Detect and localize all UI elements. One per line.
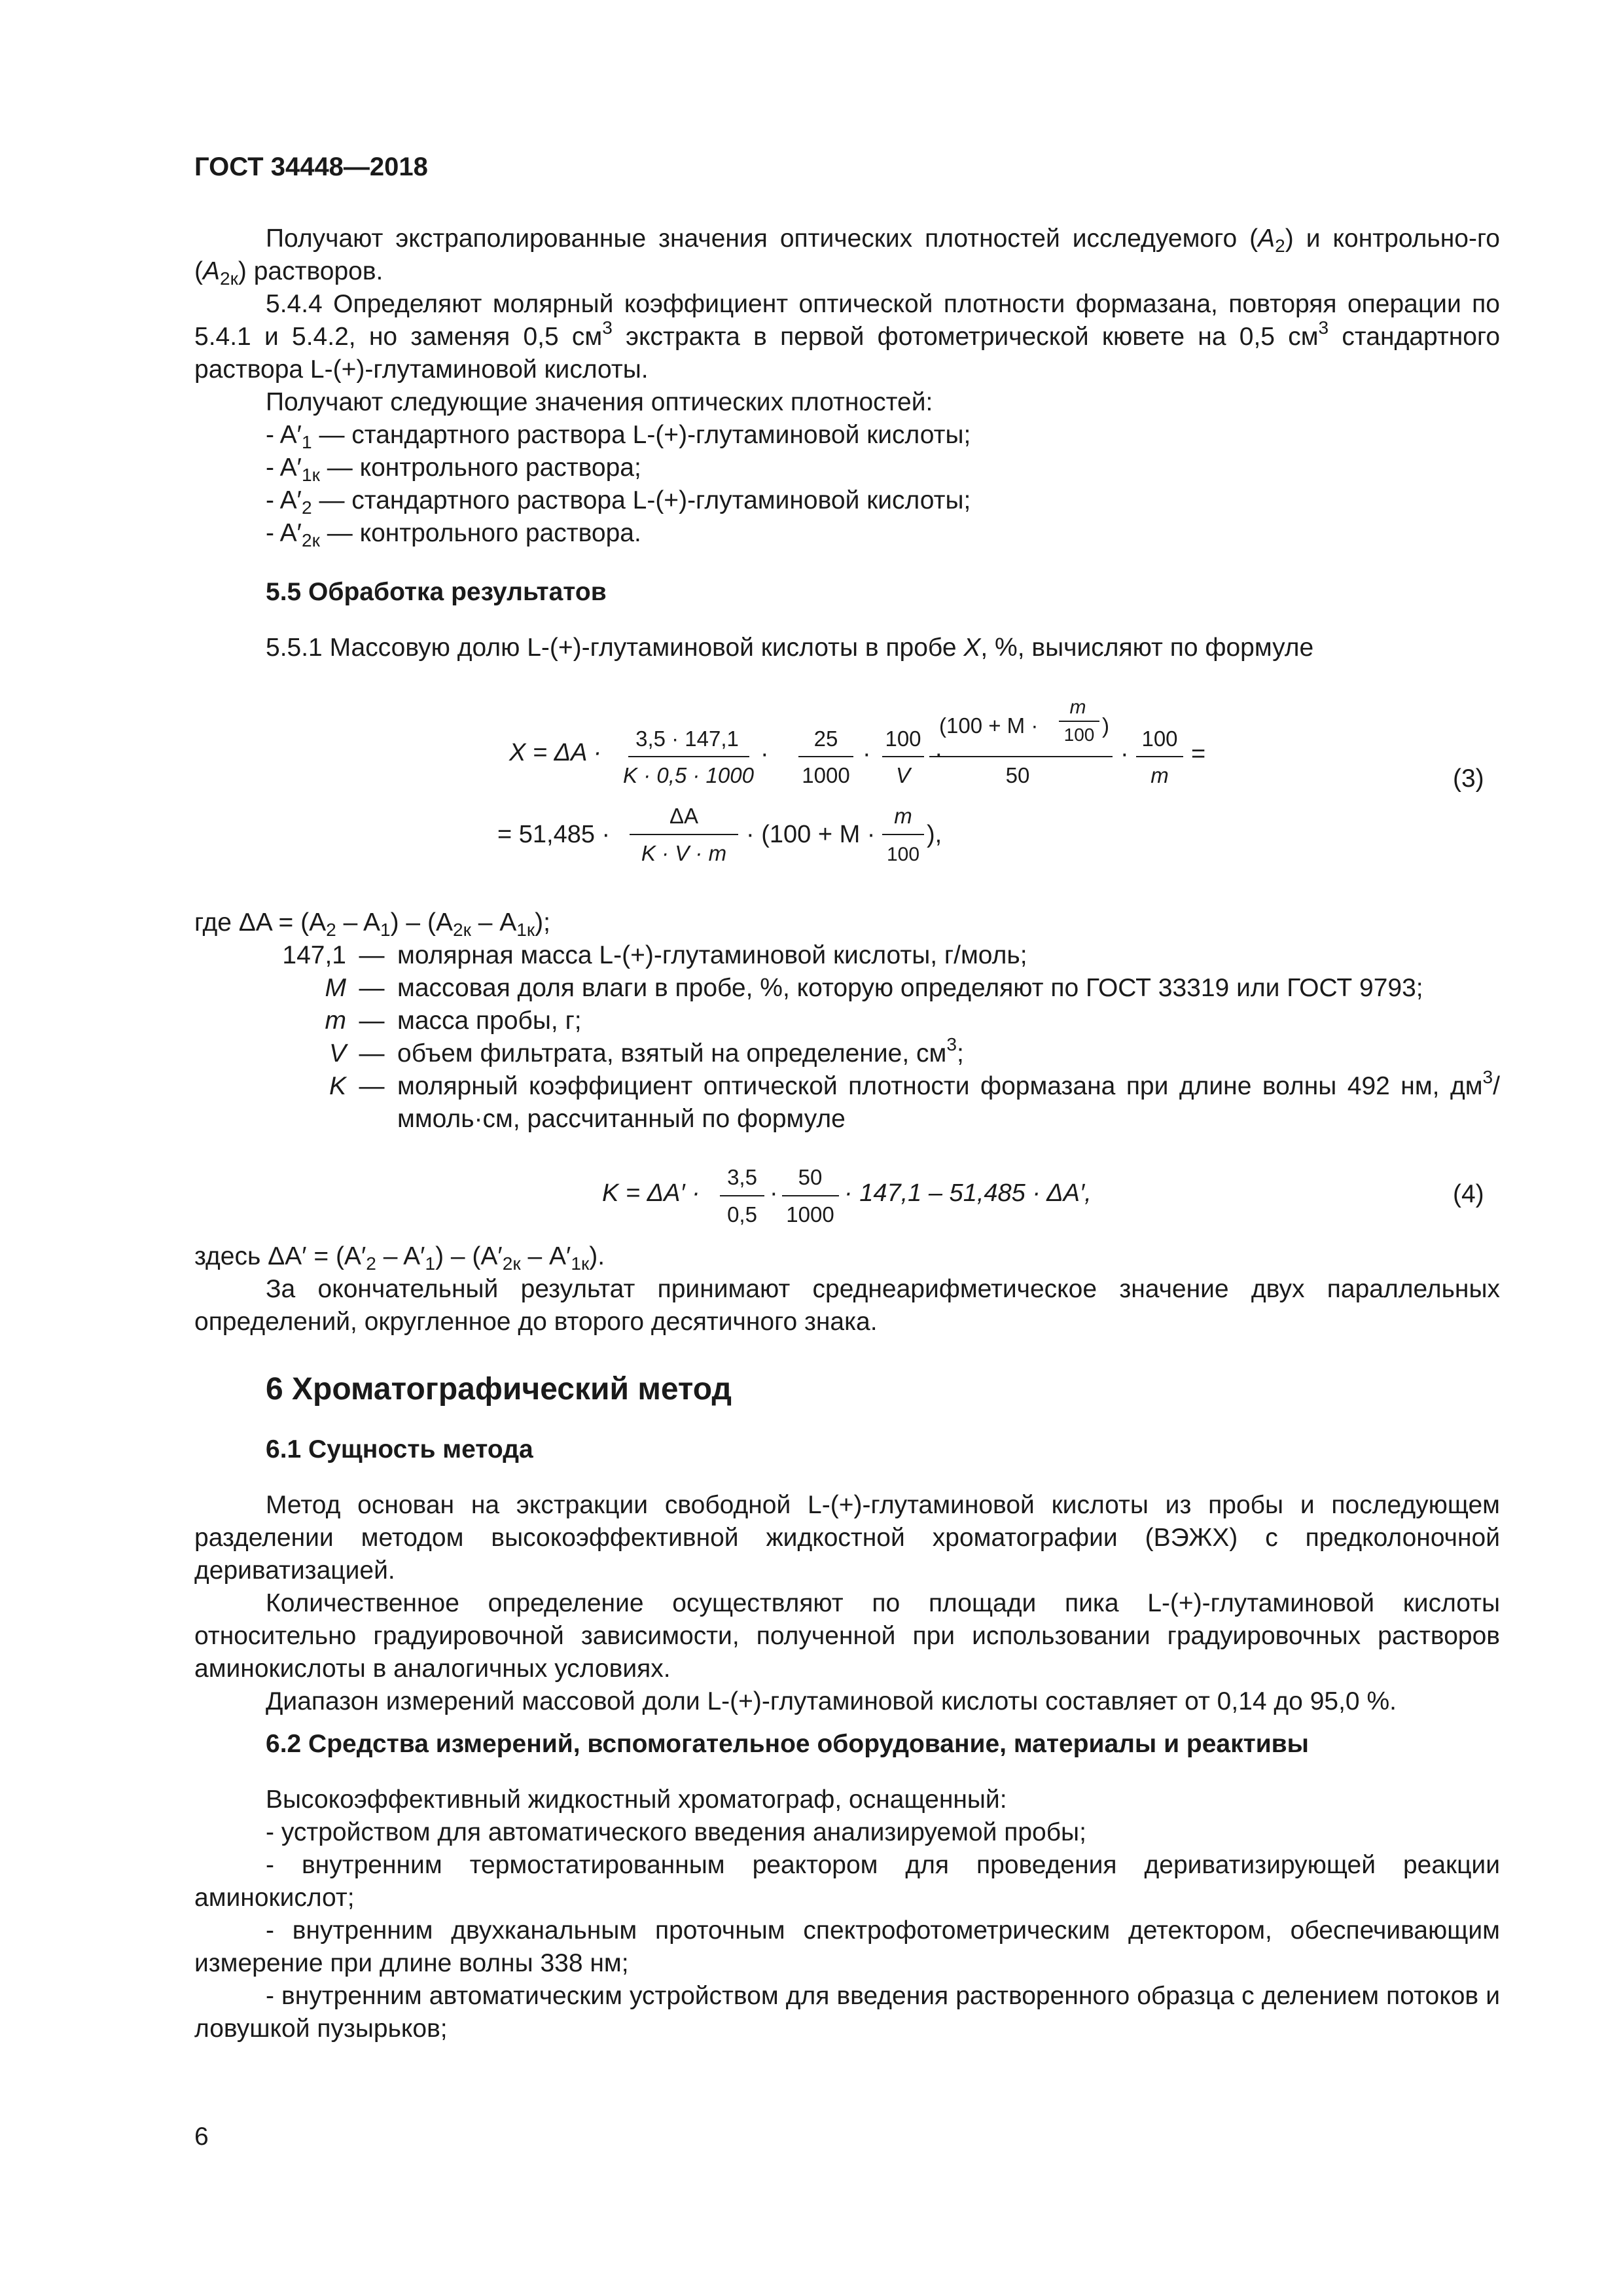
equation-number: (3): [1453, 764, 1484, 793]
formula-3-line2: = 51,485 ·: [497, 821, 611, 848]
fraction-den: 100: [1063, 725, 1095, 745]
section-6-1: [194, 1433, 1500, 1466]
fraction-num: m: [1069, 696, 1086, 718]
text-block-6-2: [194, 1784, 1500, 2045]
fraction-num: 25: [813, 726, 838, 751]
definitions-list: [194, 939, 1500, 1136]
section-heading: 6.2 Средства измерений, вспомогательное оборудование, материалы и реактивы: [266, 1730, 1309, 1758]
fraction-num: 3,5: [727, 1165, 757, 1189]
list-item: - устройством для автоматического введения анализируемой пробы;: [266, 1818, 1086, 1846]
fraction-num: 100: [1141, 726, 1178, 751]
where-line: где $\Delta A = (A_2 - A_1) - (A_{2к} - A_{1к})$;: [194, 908, 550, 940]
formula-4-lhs: K = ΔA′ ·: [602, 1179, 700, 1207]
paragraph: Высокоэффективный жидкостный хроматограф, оснащенный:: [266, 1785, 1007, 1814]
list-item: - внутренним двухканальным проточным спектрофотометрическим детектором, обеспечивающим измерение при длине волны 338 нм;: [194, 1916, 1500, 1977]
list-item: - внутренним автоматическим устройством для введения растворенного образца с делением потоков и ловушкой пузырьков;: [194, 1982, 1500, 2043]
section-heading: 5.5 Обработка результатов: [266, 578, 607, 606]
svg-text:): ): [1102, 713, 1109, 738]
definition-row: V — объем фильтрата, взятый на определение, $см^3$;: [329, 1034, 964, 1067]
fraction-num: 3,5 · 147,1: [635, 726, 739, 751]
definition-row: m — масса пробы, г;: [325, 1007, 582, 1035]
values-intro: Получают следующие значения оптических плотностей:: [266, 388, 933, 416]
list-item: - $A'_{1к}$ — контрольного раствора;: [266, 454, 641, 485]
list-item: - $A'_{2к}$ — контрольного раствора.: [266, 519, 641, 550]
text-block-5-4: [194, 223, 1500, 550]
section-5-5: [194, 576, 1500, 609]
definition-row: M — массовая доля влаги в пробе, %, которую определяют по ГОСТ 33319 или ГОСТ 9793;: [325, 974, 1423, 1002]
text-block-6-1: [194, 1489, 1500, 1718]
paragraph-5-5-1: 5.5.1 Массовую долю L-(+)-глутаминовой кислоты в пробе X, %, вычисляют по формуле: [266, 634, 1314, 662]
svg-text:),: ),: [927, 821, 942, 848]
formula-4: [589, 1152, 1178, 1237]
formula-3-lhs: X = ΔA ·: [509, 739, 602, 766]
svg-text:=: =: [1191, 740, 1206, 768]
fraction-den: 1000: [802, 763, 850, 787]
list-item: - внутренним термостатированным реактором для проведения дериватизирующей реакции аминокислот;: [194, 1851, 1500, 1912]
paragraph: Метод основан на экстракции свободной L-(+)-глутаминовой кислоты из пробы и последующем разделении методом высокоэффективной жидкостной хроматографии (ВЭЖХ) с предколоночной дериватизацией.: [194, 1491, 1500, 1585]
svg-text:·: ·: [760, 740, 769, 768]
section-heading: 6.1 Сущность метода: [266, 1435, 533, 1463]
paragraph-extrapolated: Получают экстраполированные значения оптических плотностей исследуемого $(A_2)$ и контрольно-го $(A_{2к})$ растворов.: [194, 224, 1500, 289]
svg-text:·: ·: [1120, 740, 1129, 768]
fraction-den: V: [895, 763, 911, 787]
fraction-num: ΔA: [669, 804, 699, 828]
fraction-den: 50: [1005, 763, 1030, 787]
definition-row: K — молярный коэффициент оптической плотности формазана при длине волны 492 нм, $дм^3/ммоль\cdot см$, рассчитанный по формуле: [329, 1067, 1500, 1133]
list-item: - $A'_2$ — стандартного раствора L-(+)-глутаминовой кислоты;: [266, 486, 971, 518]
document-header: ГОСТ 34448—2018: [194, 152, 428, 181]
fraction-num: 100: [885, 726, 921, 751]
svg-text:·: ·: [935, 740, 943, 768]
fraction-den: 0,5: [727, 1202, 757, 1227]
svg-text:· (100 + M ·: · (100 + M ·: [746, 821, 876, 848]
paragraph-5-4-4: 5.4.4 Определяют молярный коэффициент оптической плотности формазана, повторяя операции по 5.4.1 и 5.4.2, но заменяя 0,5 $см^3$ экстракта в первой фотометрической кювете на 0,5 $см^3$ стандартного раствора L-(+)-глутаминовой кислоты.: [194, 290, 1501, 384]
section-heading-6: 6 Хроматографический метод: [266, 1372, 732, 1407]
svg-text:·: ·: [863, 740, 871, 768]
list-item: - $A'_1$ — стандартного раствора L-(+)-глутаминовой кислоты;: [266, 421, 971, 452]
fraction-num: (100 + M ·: [939, 713, 1039, 738]
formula-3: [458, 687, 1374, 884]
paragraph: Количественное определение осуществляют по площади пика L-(+)-глутаминовой кислоты относительно градуировочной зависимости, полученной при использовании градуировочных растворов аминокислоты в аналогичных условиях.: [194, 1589, 1500, 1683]
fraction-num: 50: [798, 1165, 823, 1189]
page-number: 6: [194, 2123, 209, 2151]
fraction-den: K · 0,5 · 1000: [623, 763, 754, 787]
equation-number: (4): [1453, 1180, 1484, 1208]
fraction-den: 100: [886, 844, 920, 865]
section-6-2: [194, 1728, 1500, 1761]
svg-text:· 147,1 – 51,485 · ΔA′,: · 147,1 – 51,485 · ΔA′,: [844, 1179, 1092, 1207]
fraction-den: m: [1150, 763, 1169, 787]
fraction-num: m: [894, 804, 912, 828]
definition-row: 147,1 — молярная масса L-(+)-глутаминовой кислоты, г/моль;: [282, 941, 1027, 969]
fraction-den: K · V · m: [641, 841, 727, 865]
svg-text:·: ·: [770, 1179, 778, 1207]
fraction-den: 1000: [786, 1202, 834, 1227]
paragraph: Диапазон измерений массовой доли L-(+)-глутаминовой кислоты составляет от 0,14 до 95,0 %.: [266, 1687, 1397, 1715]
text-block-final: [194, 1240, 1500, 1338]
here-line: здесь $\Delta A' = (A'_2 - A'_1) - (A'_{2к} - A'_{1к})$.: [194, 1242, 605, 1274]
paragraph-final-result: За окончательный результат принимают среднеарифметическое значение двух параллельных определений, округленное до второго десятичного знака.: [194, 1275, 1500, 1336]
